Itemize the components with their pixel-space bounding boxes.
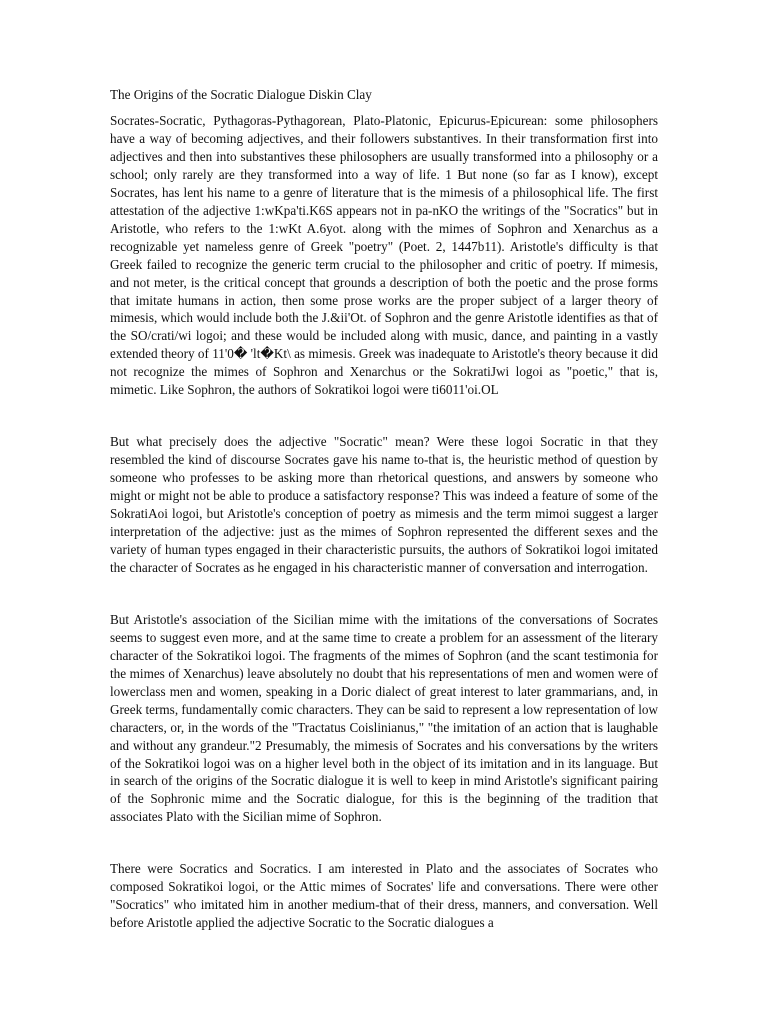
paragraph-gap [110,399,658,433]
paragraph-gap [110,826,658,860]
paragraph-1: Socrates-Socratic, Pythagoras-Pythagorean, Plato-Platonic, Epicurus-Epicurean: some philosophers have a way of becoming adjectives, and their followers substantives. In their transformation first into adjectives and then into substantives these philosophers are usually transformed into a philosophy or a school; only rarely are they transformed into a way of life. 1 But none (so far as I know), except Socrates, has lent his name to a genre of literature that is the mimesis of a philosophical life. The first attestation of the adjective 1:wKpa'ti.K6S appears not in pa-nKO the writings of the "Socratics" but in Aristotle, who refers to the 1:wKt A.6yot. along with the mimes of Sophron and Xenarchus as a recognizable yet nameless genre of Greek "poetry" (Poet. 2, 1447b11). Aristotle's difficulty is that Greek failed to recognize the generic term crucial to the philosopher and critic of poetry. If mimesis, and not meter, is the critical concept that grounds a description of both the poetic and the prose forms that imitate humans in action, then some prose works are the proper subject of a larger theory of mimesis, which would include both the J.&ii'Ot. of Sophron and the genre Aristotle identifies as that of the SO/crati/wi logoi; and these would be included along with music, dance, and painting in a vastly extended theory of 11'0� 'lt�Kt\ as mimesis. Greek was inadequate to Aristotle's theory because it did not recognize the mimes of Sophron and Xenarchus or the SokratiJwi logoi as "poetic," that is, mimetic. Like Sophron, the authors of Sokratikoi logoi were ti6011'oi.OL [110,113,658,398]
paragraph-gap [110,577,658,611]
paragraph-2: But what precisely does the adjective "Socratic" mean? Were these logoi Socratic in that they resembled the kind of discourse Socrates gave his name to-that is, the heuristic method of question by someone who professes to be asking more than rhetorical questions, and answers by someone who might or might not be able to produce a satisfactory response? This was indeed a feature of some of the SokratiAoi logoi, but Aristotle's conception of poetry as mimesis and the term mimoi suggest a larger interpretation of the adjective: just as the mimes of Sophron represented the different sexes and the variety of human types engaged in their characteristic pursuits, the authors of Sokratikoi logoi imitated the character of Socrates as he engaged in his characteristic manner of conversation and interrogation. [110,434,658,575]
document-title: The Origins of the Socratic Dialogue Diskin Clay [110,87,372,102]
paragraph-4: There were Socratics and Socratics. I am interested in Plato and the associates of Socrates who composed Sokratikoi logoi, or the Attic mimes of Socrates' life and conversations. There were other "Socratics" who imitated him in another medium-that of their dress, manners, and conversation. Well before Aristotle applied the adjective Socratic to the Socratic dialogues a [110,861,658,931]
paragraph-3: But Aristotle's association of the Sicilian mime with the imitations of the conversations of Socrates seems to suggest even more, and at the same time to create a problem for an assessment of the literary character of the Sokratikoi logoi. The fragments of the mimes of Sophron (and the scant testimonia for the mimes of Xenarchus) leave absolutely no doubt that his representations of men and women were of lowerclass men and women, speaking in a Doric dialect of great interest to later grammarians, and, in Greek terms, fundamentally comic characters. They can be said to represent a low representation of low characters, or, in the words of the "Tractatus Coislinianus," "the imitation of an action that is laughable and without any grandeur."2 Presumably, the mimesis of Socrates and his conversations by the writers of the Sokratikoi logoi was on a higher level both in the object of its imitation and in its language. But in search of the origins of the Socratic dialogue it is well to keep in mind Aristotle's significant pairing of the Sophronic mime and the Socratic dialogue, for this is the beginning of the tradition that associates Plato with the Sicilian mime of Sophron. [110,611,658,825]
